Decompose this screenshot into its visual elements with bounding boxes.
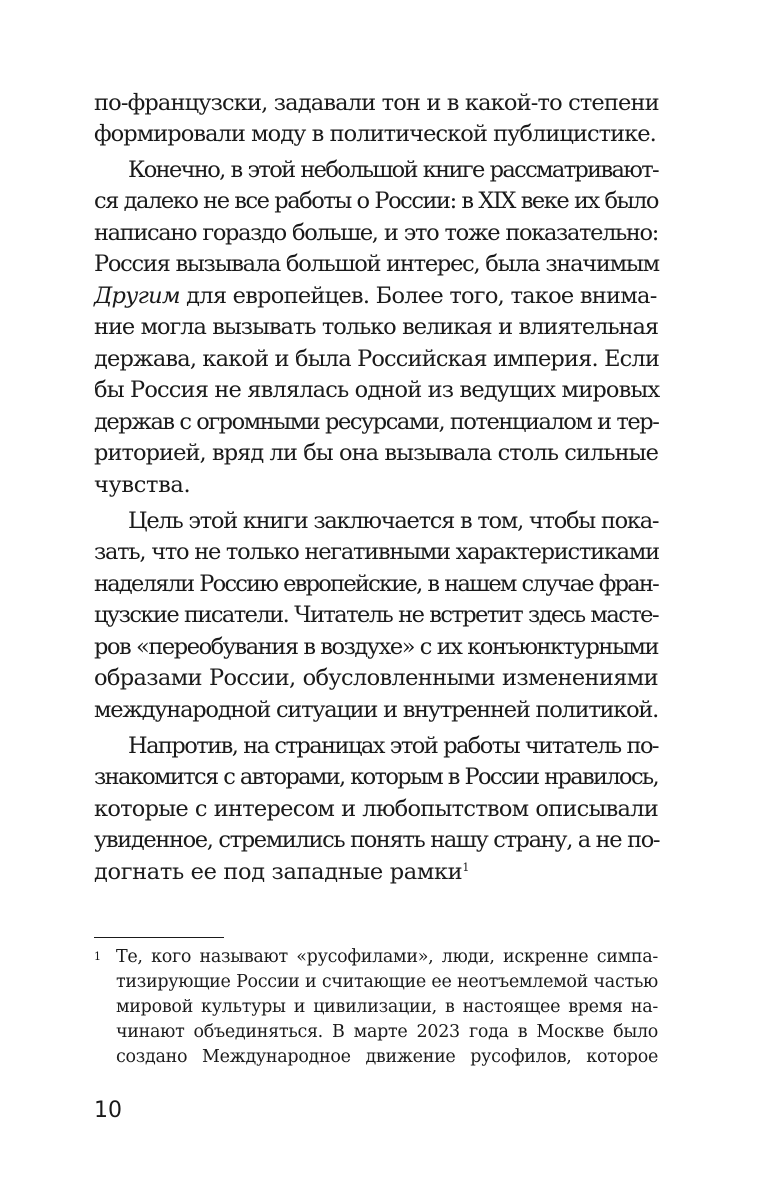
body-line: образами России, обусловленными изменениями	[94, 665, 658, 691]
footnote-line: создано Международное движение русофилов, которое	[116, 1047, 658, 1067]
body-line: ся далеко не все работы о России: в XIX веке их было	[94, 188, 658, 214]
body-line: увиденное, стремились понять нашу страну, а не по-	[94, 827, 660, 853]
body-line: знакомится с авторами, которым в России нравилось,	[94, 764, 658, 790]
body-line-rest: для европейцев. Более того, такое внима-	[179, 283, 657, 309]
body-line: Россия вызывала большой интерес, была значимым	[94, 251, 659, 277]
italic-word: Другим	[94, 283, 180, 309]
body-line: Цель этой книги заключается в том, чтобы пока-	[128, 508, 659, 534]
body-line: бы Россия не являлась одной из ведущих мировых	[94, 377, 660, 403]
body-line: зать, что не только негативными характеристиками	[94, 539, 659, 565]
body-line: ние могла вызывать только великая и влиятельная	[94, 314, 658, 340]
body-line: по-французски, задавали тон и в какой-то степени	[94, 90, 659, 116]
footnote-marker: 1	[94, 950, 101, 963]
body-line: цузские писатели. Читатель не встретит здесь масте-	[94, 602, 658, 628]
body-line	[94, 857, 658, 887]
body-line: международной ситуации и внутренней политикой.	[94, 697, 659, 723]
body-line: держава, какой и была Российская империя. Если	[94, 346, 659, 372]
body-line: ров «переобувания в воздухе» с их конъюнктурными	[94, 634, 658, 660]
body-line: формировали моду в политической публицистике.	[94, 121, 656, 147]
footnote-line: мировой культуры и цивилизации, в настоящее время на-	[116, 997, 658, 1017]
body-line: которые с интересом и любопытством описывали	[94, 796, 658, 822]
body-line: чувства.	[94, 472, 191, 498]
body-line: держав с огромными ресурсами, потенциалом и тер-	[94, 409, 659, 435]
body-line: написано гораздо больше, и это тоже показательно:	[94, 220, 658, 246]
body-line-text: догнать ее под западные рамки	[94, 859, 463, 885]
body-line: Конечно, в этой небольшой книге рассматривают-	[128, 157, 658, 183]
footnote-line: чинают объединяться. В марте 2023 года в Москве было	[116, 1022, 658, 1042]
footnote-line: тизирующие России и считающие ее неотъемлемой частью	[116, 972, 658, 992]
body-line: Напротив, на страницах этой работы читатель по-	[128, 733, 658, 759]
footnote-line: Те, кого называют «русофилами», люди, искренне симпа-	[116, 947, 658, 967]
body-line	[94, 281, 658, 311]
footnote-reference[interactable]: 1	[462, 861, 469, 874]
body-line: риторией, вряд ли бы она вызывала столь сильные	[94, 440, 658, 466]
page-number: 10	[94, 1098, 122, 1123]
body-line: наделяли Россию европейские, в нашем случае фран-	[94, 571, 658, 597]
footnote-divider	[94, 937, 224, 938]
